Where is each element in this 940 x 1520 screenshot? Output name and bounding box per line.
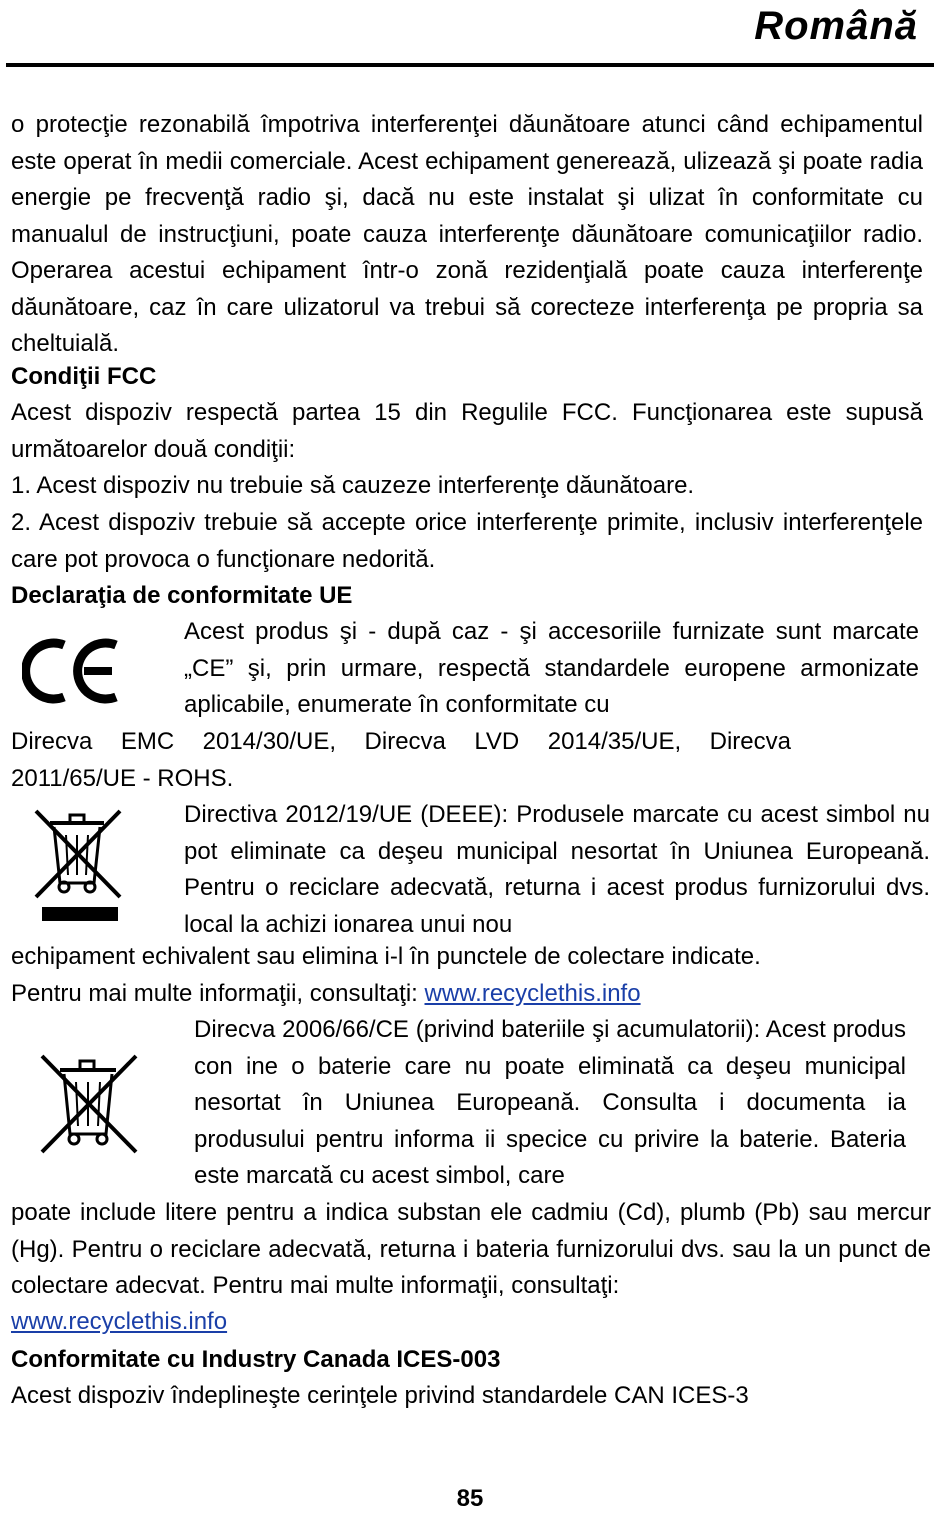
weee-more-info-label: Pentru mai multe informaţii, consultaţi: (11, 980, 418, 1007)
recycle-link-2[interactable]: www.recyclethis.info (11, 1308, 228, 1335)
battery-directive-text: Direcva 2006/66/CE (privind bateriile şi acumulatorii): Acest produs con ine o baterie care nu poate eliminată ca deşeu municipal nesortat în Uniunea Europeană. Consulta i documenta ia produsului pentru informa ii specice cu privire la baterie. Bateria este marcată cu acest simbol, care (194, 1016, 906, 1189)
crossed-bin-battery-icon (34, 1048, 144, 1158)
industry-canada-heading: Conformitate cu Industry Canada ICES-003 (11, 1346, 501, 1373)
header-divider (6, 63, 934, 67)
recycle-link-1[interactable]: www.recyclethis.info (424, 980, 641, 1007)
weee-directive-text: Directiva 2012/19/UE (DEEE): Produsele marcate cu acest simbol nu pot eliminate ca deşeu municipal nesortat în Uniunea Europeană. Pentru o reciclare adecvată, returna i acest produs furnizorului dvs. local la achizi ionarea unui nou (184, 801, 930, 938)
eu-declaration-heading: Declaraţia de conformitate UE (11, 582, 353, 609)
fcc-condition-2: 2. Acest dispoziv trebuie să accepte orice interferenţe primite, inclusiv interferenţele care pot provoca o funcţionare nedorită. (11, 509, 923, 573)
fcc-intro-text: Acest dispoziv respectă partea 15 din Regulile FCC. Funcţionarea este supusă următoarelor două condiţii: (11, 399, 923, 463)
battery-disposal-text: poate include litere pentru a indica substan ele cadmiu (Cd), plumb (Pb) sau mercur (Hg). Pentru o reciclare adecvată, returna i bateria furnizorului dvs. sau la un punct de colectare adecvat. Pentru mai multe informaţii, consultaţi: (11, 1199, 931, 1299)
fcc-condition-1: 1. Acest dispoziv nu trebuie să cauzeze interferenţe dăunătoare. (11, 472, 695, 499)
weee-disposal-text: echipament echivalent sau elimina i-l în punctele de colectare indicate. (11, 943, 761, 970)
ce-mark-icon (22, 633, 122, 709)
battery-more-info (11, 1304, 923, 1341)
weee-more-info (11, 976, 923, 1013)
page-language-title: Română (754, 4, 918, 48)
ce-marking-text: Acest produs şi - după caz - şi accesoriile furnizate sunt marcate „CE” şi, prin urmare, respectă standardele europene armonizate aplicabile, enumerate în conformitate cu (184, 618, 919, 718)
ce-directives-text: Direcva EMC 2014/30/UE, Direcva LVD 2014/35/UE, Direcva 2011/65/UE - ROHS. (11, 728, 791, 792)
crossed-bin-weee-icon (28, 805, 128, 923)
industry-canada-text: Acest dispoziv îndeplineşte cerinţele privind standardele CAN ICES-3 (11, 1382, 749, 1409)
fcc-compliance-paragraph: o protecţie rezonabilă împotriva interferenţei dăunătoare atunci când echipamentul este operat în medii comerciale. Acest echipament generează, ulizează şi poate radia energie pe frecvenţă radio şi, dacă nu este instalat şi ulizat în conformitate cu manualul de instrucţiuni, poate cauza interferenţe dăunătoare comunicaţiilor radio. Operarea acestui echipament într-o zonă rezidenţială poate cauza interferenţe dăunătoare, caz în care ulizatorul va trebui să corecteze interferenţa pe propria sa cheltuială. (11, 111, 923, 357)
fcc-conditions-heading: Condiţii FCC (11, 363, 157, 390)
page-number: 85 (456, 1485, 484, 1512)
